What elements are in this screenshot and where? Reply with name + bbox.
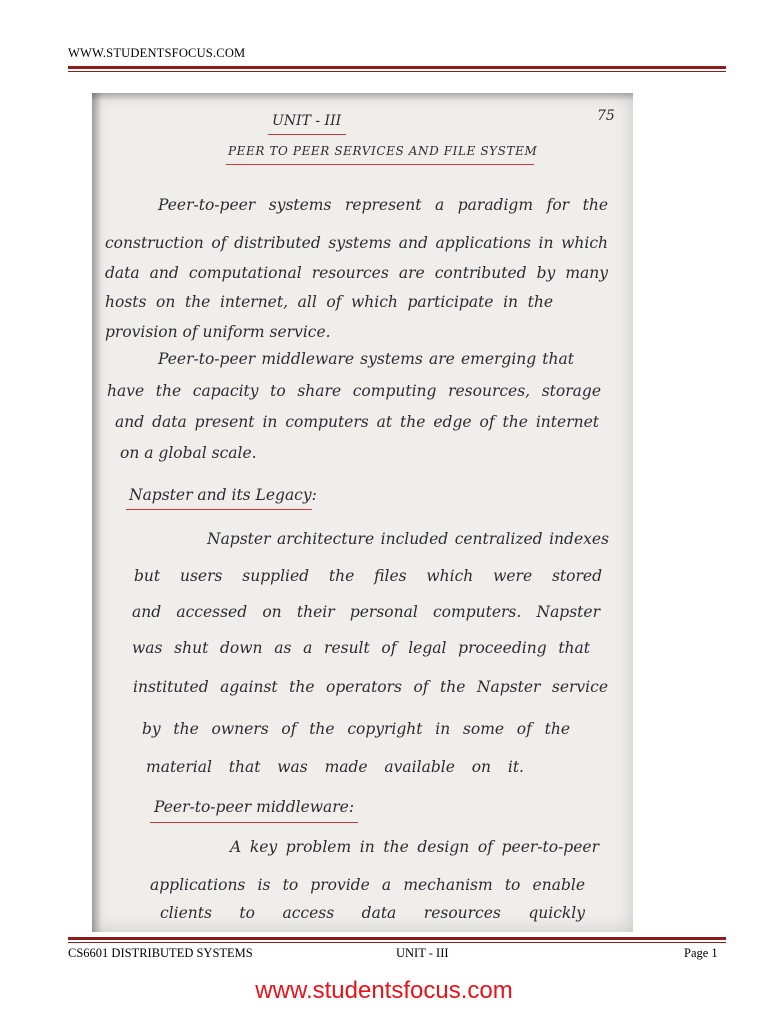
body-line: Peer-to-peer middleware systems are emerging that: [158, 350, 574, 368]
body-line: instituted against the operators of the Napster service: [133, 678, 608, 696]
handwritten-page-number: 75: [597, 108, 615, 124]
body-line: construction of distributed systems and applications in which: [105, 234, 608, 252]
section-heading: Peer-to-peer middleware:: [154, 798, 355, 816]
header-rule-thin: [68, 71, 726, 72]
section-heading-underline: [126, 509, 312, 510]
body-line: was shut down as a result of legal proceeding that: [132, 639, 590, 657]
body-line: have the capacity to share computing resources, storage: [107, 382, 601, 400]
footer-page-number: Page 1: [684, 946, 718, 960]
body-line: Peer-to-peer systems represent a paradigm for the: [158, 196, 608, 214]
body-line: Napster architecture included centralized indexes: [207, 530, 609, 548]
site-header: WWW.STUDENTSFOCUS.COM: [68, 46, 246, 60]
scan-edge-shadow-left: [92, 93, 102, 932]
body-line: and accessed on their personal computers. Napster: [132, 603, 600, 621]
watermark-link[interactable]: www.studentsfocus.com: [255, 977, 513, 1004]
section-heading: Napster and its Legacy:: [129, 486, 317, 504]
body-line: clients to access data resources quickly: [160, 904, 585, 922]
section-heading-underline: [150, 822, 358, 823]
body-line: A key problem in the design of peer-to-peer: [230, 838, 599, 856]
body-line: but users supplied the files which were stored: [134, 567, 602, 585]
body-line: and data present in computers at the edge of the internet: [115, 413, 599, 431]
footer-course: CS6601 DISTRIBUTED SYSTEMS: [68, 946, 253, 960]
body-line: material that was made available on it.: [146, 758, 524, 776]
header-rule: [68, 66, 726, 69]
body-line: provision of uniform service.: [105, 323, 331, 341]
footer-rule: [68, 937, 726, 940]
footer-rule-thin: [68, 942, 726, 943]
chapter-title: PEER TO PEER SERVICES AND FILE SYSTEM: [228, 144, 538, 158]
scan-edge-shadow-top: [92, 93, 633, 101]
unit-title-underline: [268, 134, 346, 135]
body-line: on a global scale.: [120, 444, 257, 462]
body-line: by the owners of the copyright in some of the: [142, 720, 570, 738]
chapter-title-underline: [226, 164, 534, 165]
body-line: applications is to provide a mechanism to enable: [150, 876, 585, 894]
footer-unit: UNIT - III: [396, 946, 449, 960]
body-line: hosts on the internet, all of which participate in the: [105, 293, 553, 311]
body-line: data and computational resources are contributed by many: [105, 264, 608, 282]
unit-title: UNIT - III: [272, 113, 342, 129]
